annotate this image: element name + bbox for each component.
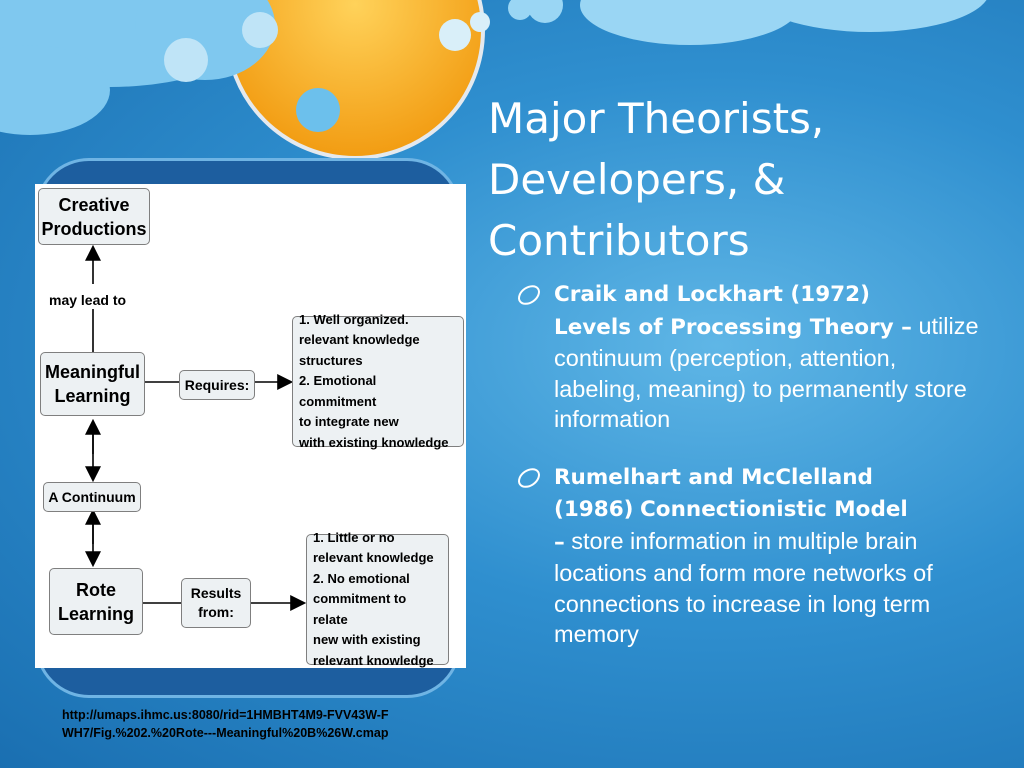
label-may-lead-to: may lead to	[49, 292, 127, 308]
cloud-left	[0, 0, 275, 135]
node-creative-line-2: Productions	[41, 218, 147, 239]
requires-line-3: structures	[299, 352, 363, 368]
bullet-2-dash: –	[554, 529, 565, 555]
node-rote-line-2: Learning	[57, 603, 134, 624]
title-line-1: Major Theorists,	[488, 94, 825, 143]
results-list-line-6: relevant knowledge	[313, 652, 434, 668]
results-list-line-5: new with existing	[313, 632, 421, 648]
bullet-2-year: (1986)	[554, 497, 634, 522]
node-meaningful-line-1: Meaningful	[45, 362, 140, 382]
results-list-line-1: 1. Little or no	[313, 529, 395, 545]
bullet-1-text: utilize continuum (perception, attention, labeling, meaning) to permanently store information	[554, 312, 979, 432]
bullet-icon	[516, 467, 542, 489]
node-creative-line-1: Creative	[58, 194, 130, 215]
node-rote-learning	[49, 568, 143, 635]
node-results-list	[306, 529, 449, 668]
bullet-craik-lockhart	[510, 278, 980, 435]
node-creative-productions	[38, 188, 150, 245]
slide-title	[488, 88, 1008, 271]
node-meaningful-line-2: Learning	[54, 386, 131, 406]
node-requires-list	[292, 311, 464, 450]
node-requires: Requires:	[179, 370, 255, 400]
node-a-continuum: A Continuum	[43, 482, 141, 512]
bullet-2-theory: Connectionistic Model	[640, 497, 908, 522]
bullet-1-theory: Levels of Processing Theory –	[554, 314, 912, 340]
bullet-2-authors: Rumelhart and McClelland	[554, 464, 873, 490]
concept-map	[35, 184, 466, 668]
bullet-2-text: store information in multiple brain locations and form more networks of connections to increase in long term memory	[554, 527, 933, 647]
source-link[interactable]: http://umaps.ihmc.us:8080/rid=1HMBHT4M9-FVV43W-FWH7/Fig.%202.%20Rote---Meaningful%20B%26W.cmap	[62, 708, 389, 740]
requires-line-5: to integrate new	[299, 414, 399, 430]
results-line-1: Results	[190, 585, 242, 601]
results-list-line-4: commitment to relate	[313, 591, 407, 627]
requires-line-6: with existing knowledge	[299, 434, 449, 450]
bullet-1-authors: Craik and Lockhart (1972)	[554, 282, 870, 307]
node-meaningful-learning	[40, 352, 145, 416]
results-list-line-2: relevant knowledge	[313, 550, 434, 566]
node-rote-line-1: Rote	[75, 579, 116, 600]
node-results-from	[181, 578, 251, 628]
requires-line-1: 1. Well organized.	[299, 311, 409, 327]
title-line-3: Contributors	[488, 216, 750, 265]
bullet-rumelhart-mcclelland	[510, 461, 980, 650]
requires-line-4: 2. Emotional commitment	[299, 373, 377, 409]
results-list-line-3: 2. No emotional	[313, 570, 410, 586]
cloud-right	[508, 0, 990, 45]
title-line-2: Developers, &	[488, 155, 786, 204]
bullet-list	[510, 278, 980, 676]
bullet-icon	[516, 284, 542, 306]
requires-line-2: relevant knowledge	[299, 332, 420, 348]
results-line-2: from:	[198, 604, 234, 620]
